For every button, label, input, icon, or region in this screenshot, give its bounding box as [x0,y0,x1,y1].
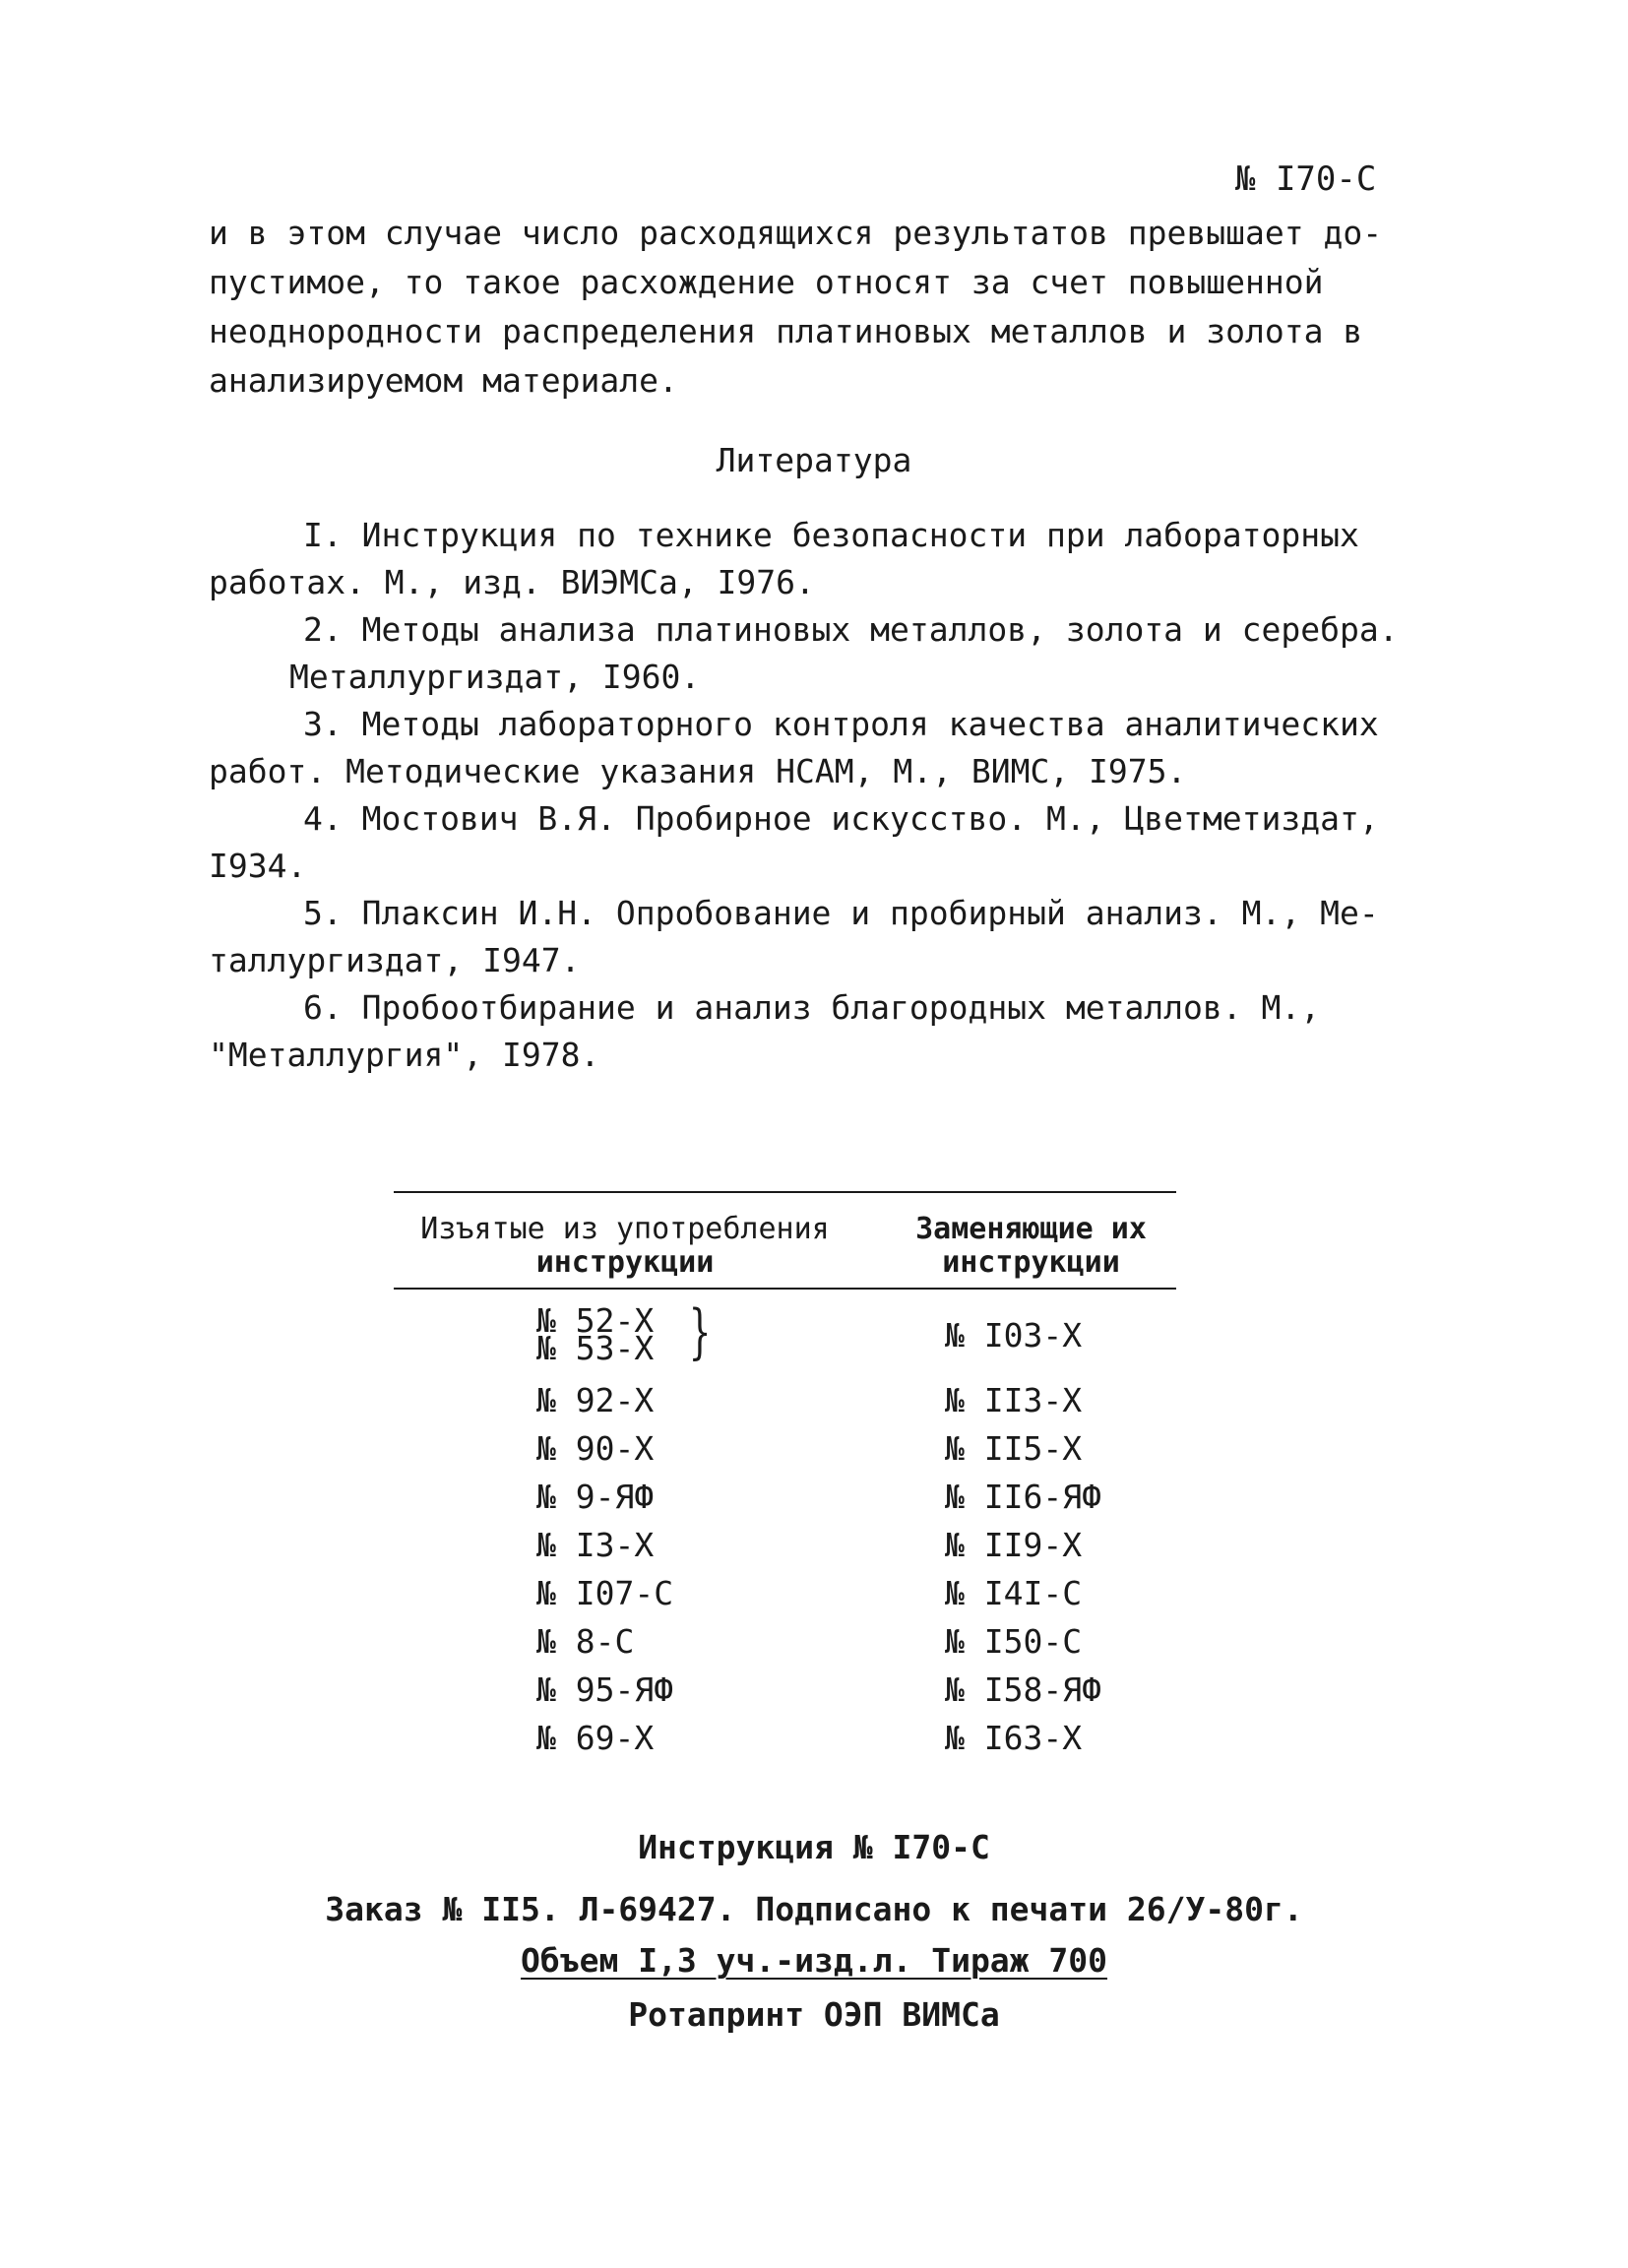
paragraph-line: и в этом случае число расходящихся результатов превышает до- [209,214,1383,252]
withdrawn-item: № 8-С [536,1622,635,1661]
footer-volume-line: Объем I,3 уч.-изд.л. Тираж 700 [520,1941,1108,1980]
reference-line: I934. [209,847,307,885]
footer-order-line: Заказ № II5. Л-69427. Подписано к печати 26/У-80г. [325,1890,1303,1928]
withdrawn-item: № I3-Х [536,1526,655,1564]
paragraph-line: пустимое, то такое расхождение относят за счет повышенной [209,263,1324,301]
reference-line: работ. Методические указания НСАМ, М., ВИМС, I975. [209,752,1187,790]
grouping-brace: } [688,1297,712,1366]
replacing-item: № I50-С [945,1622,1083,1661]
reference-line: 4. Мостович В.Я. Пробирное искусство. М., Цветметиздат, [303,799,1379,838]
withdrawn-item: № 53-Х [536,1329,655,1367]
replacing-item: № I4I-С [945,1574,1083,1612]
paragraph-line: неоднородности распределения платиновых металлов и золота в [209,312,1363,350]
table-header-rule [394,1288,1176,1290]
document-number: № I70-C [1235,159,1377,199]
reference-line: 5. Плаксин И.Н. Опробование и пробирный анализ. М., Ме- [303,894,1379,932]
replacing-item: № II9-Х [945,1526,1083,1564]
table-top-rule [394,1191,1176,1193]
withdrawn-item: № 52-Х [536,1301,655,1340]
withdrawn-item: № 90-Х [536,1429,655,1468]
replacing-item: № II3-Х [945,1381,1083,1419]
header-replacing: Заменяющие их инструкции [915,1212,1147,1280]
replacing-item: № II6-ЯФ [945,1478,1101,1516]
replacing-item: № I58-ЯФ [945,1670,1101,1709]
replacement-table [394,1191,1176,1762]
header-withdrawn: Изъятые из употребления инструкции [420,1212,830,1280]
closing-paragraph [209,209,1429,406]
withdrawn-item: № I07-С [536,1574,674,1612]
footer-printer-line: Ротапринт ОЭП ВИМСа [628,1995,1000,2034]
reference-line: Металлургиздат, I960. [289,658,701,696]
withdrawn-item: № 92-Х [536,1381,655,1419]
reference-line: 6. Пробоотбирание и анализ благородных металлов. М., [303,988,1321,1027]
withdrawn-item: № 95-ЯФ [536,1670,674,1709]
reference-line: таллургиздат, I947. [209,941,581,979]
reference-line: I. Инструкция по технике безопасности при лабораторных [303,516,1359,554]
replacing-item: № II5-Х [945,1429,1083,1468]
paragraph-line: анализируемом материале. [209,361,678,400]
reference-line: работах. М., изд. ВИЭМСа, I976. [209,563,815,601]
reference-list [209,512,1429,1079]
withdrawn-item: № 9-ЯФ [536,1478,655,1516]
withdrawn-item: № 69-Х [536,1719,655,1757]
reference-line: 2. Методы анализа платиновых металлов, золота и серебра. [303,610,1399,649]
literature-heading: Литература [716,441,912,479]
reference-line: 3. Методы лабораторного контроля качества аналитических [303,705,1379,743]
replacing-item: № I03-Х [945,1316,1083,1354]
replacing-item: № I63-Х [945,1719,1083,1757]
footer-instruction: Инструкция № I70-С [638,1828,990,1866]
reference-line: "Металлургия", I978. [209,1036,600,1074]
